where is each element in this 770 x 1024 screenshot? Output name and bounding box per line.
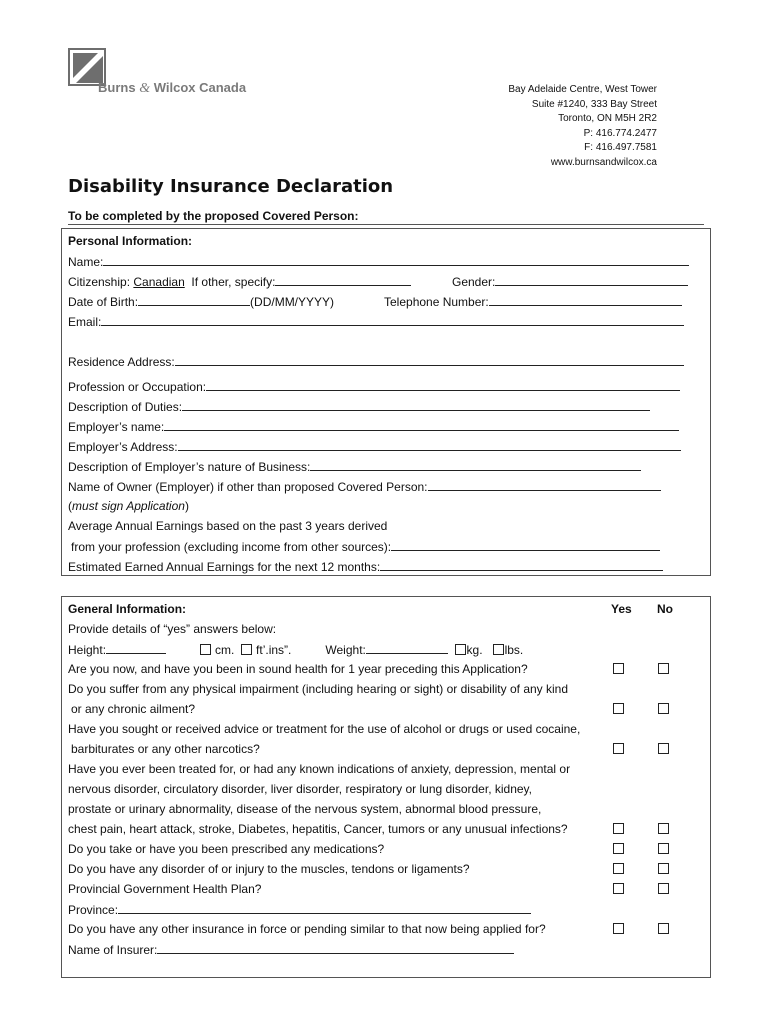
estimated-field[interactable] xyxy=(380,559,663,571)
estimated-label: Estimated Earned Annual Earnings for the next 12 months: xyxy=(68,560,381,574)
general-info-heading: General Information: xyxy=(68,602,187,616)
paren-close: ) xyxy=(184,499,189,513)
if-other-label: If other, specify: xyxy=(191,275,276,289)
residence-row xyxy=(68,354,684,369)
estimated-row xyxy=(68,559,663,574)
provide-details-text: Provide details of “yes” answers below: xyxy=(68,622,277,636)
yes-column-header: Yes xyxy=(611,602,632,616)
email-label: Email: xyxy=(68,315,102,329)
page-subtitle: To be completed by the proposed Covered Person: xyxy=(68,209,359,223)
profession-row xyxy=(68,379,680,394)
alcohol-no-checkbox[interactable] xyxy=(658,743,669,754)
owner-field[interactable] xyxy=(428,479,661,491)
cm-checkbox[interactable] xyxy=(200,644,211,655)
height-label: Height: xyxy=(68,643,107,657)
employer-business-row xyxy=(68,459,641,474)
employer-name-row xyxy=(68,419,679,434)
employer-name-field[interactable] xyxy=(164,419,679,431)
dob-format-label: (DD/MM/YYYY) xyxy=(250,295,335,309)
kg-checkbox[interactable] xyxy=(455,644,466,655)
website-link[interactable]: www.burnsandwilcox.ca xyxy=(550,156,657,168)
citizenship-label: Citizenship: xyxy=(68,275,131,289)
employer-business-label: Description of Employer’s nature of Business: xyxy=(68,460,311,474)
ftins-label: ft’.ins”. xyxy=(256,643,292,657)
duties-row xyxy=(68,399,650,414)
impairment-no-checkbox[interactable] xyxy=(658,703,669,714)
dob-field[interactable] xyxy=(138,294,250,306)
fax-line: F: 416.497.7581 xyxy=(584,142,657,153)
dob-row xyxy=(68,294,334,309)
employer-address-label: Employer’s Address: xyxy=(68,440,178,454)
employer-address-row xyxy=(68,439,681,454)
question-conditions-1: Have you ever been treated for, or had any known indications of anxiety, depression, mental or xyxy=(68,762,571,776)
insurer-label: Name of Insurer: xyxy=(68,943,158,957)
address-line: Suite #1240, 333 Bay Street xyxy=(531,98,657,110)
question-sound-health: Are you now, and have you been in sound health for 1 year preceding this Application? xyxy=(68,662,528,676)
duties-label: Description of Duties: xyxy=(68,400,183,414)
employer-business-field[interactable] xyxy=(310,459,641,471)
conditions-yes-checkbox[interactable] xyxy=(613,823,624,834)
residence-label: Residence Address: xyxy=(68,355,175,369)
weight-label: Weight: xyxy=(325,643,366,657)
gender-row xyxy=(452,274,688,289)
email-field[interactable] xyxy=(101,314,684,326)
profession-label: Profession or Occupation: xyxy=(68,380,207,394)
telephone-label: Telephone Number: xyxy=(384,295,489,309)
cm-label: cm. xyxy=(215,643,235,657)
gender-label: Gender: xyxy=(452,275,496,289)
name-label: Name: xyxy=(68,255,104,269)
address-line: Bay Adelaide Centre, West Tower xyxy=(508,84,657,95)
kg-label: kg. xyxy=(466,643,483,657)
impairment-yes-checkbox[interactable] xyxy=(613,703,624,714)
question-conditions-4: chest pain, heart attack, stroke, Diabetes, hepatitis, Cancer, tumors or any unusual infections? xyxy=(68,822,568,836)
earnings-label-1: Average Annual Earnings based on the past 3 years derived xyxy=(68,519,388,533)
height-field[interactable] xyxy=(106,642,166,654)
weight-field[interactable] xyxy=(366,642,448,654)
earnings-label-2: from your profession (excluding income from other sources): xyxy=(71,540,392,554)
employer-name-label: Employer’s name: xyxy=(68,420,165,434)
employer-address-field[interactable] xyxy=(178,439,681,451)
logo-ampersand: & xyxy=(139,81,151,96)
paren-open: ( xyxy=(68,499,72,513)
question-muscles: Do you have any disorder of or injury to the muscles, tendons or ligaments? xyxy=(68,862,470,876)
email-row xyxy=(68,314,684,329)
other-insurance-no-checkbox[interactable] xyxy=(658,923,669,934)
subtitle-rule xyxy=(68,224,704,225)
question-impairment-1: Do you suffer from any physical impairment (including hearing or sight) or disability of any kind xyxy=(68,682,569,696)
ftins-checkbox[interactable] xyxy=(241,644,252,655)
dob-label: Date of Birth: xyxy=(68,295,139,309)
province-row xyxy=(68,902,531,917)
province-field[interactable] xyxy=(118,902,531,914)
company-logo-text xyxy=(98,80,246,97)
sound-health-no-checkbox[interactable] xyxy=(658,663,669,674)
height-weight-row xyxy=(68,642,523,657)
insurer-row xyxy=(68,942,514,957)
earnings-row xyxy=(71,539,660,554)
phone-line: P: 416.774.2477 xyxy=(583,127,657,139)
owner-label: Name of Owner (Employer) if other than proposed Covered Person: xyxy=(68,480,428,494)
no-column-header: No xyxy=(657,602,673,616)
name-row xyxy=(68,254,689,269)
sound-health-yes-checkbox[interactable] xyxy=(613,663,624,674)
citizenship-row xyxy=(68,274,411,289)
health-plan-yes-checkbox[interactable] xyxy=(613,883,624,894)
question-conditions-2: nervous disorder, circulatory disorder, liver disorder, respiratory or lung disorder, kidney, xyxy=(68,782,532,796)
logo-word-wilcox: Wilcox Canada xyxy=(153,80,247,95)
page-title: Disability Insurance Declaration xyxy=(68,176,394,197)
question-alcohol-2: barbiturates or any other narcotics? xyxy=(71,742,260,756)
question-impairment-2: or any chronic ailment? xyxy=(71,702,196,716)
question-conditions-3: prostate or urinary abnormality, disease of the nervous system, abnormal blood pressure, xyxy=(68,802,542,816)
other-insurance-yes-checkbox[interactable] xyxy=(613,923,624,934)
earnings-field[interactable] xyxy=(391,539,660,551)
insurer-field[interactable] xyxy=(157,942,514,954)
conditions-no-checkbox[interactable] xyxy=(658,823,669,834)
must-sign-row xyxy=(68,499,189,513)
province-label: Province: xyxy=(68,903,119,917)
telephone-row xyxy=(384,294,682,309)
lbs-label: lbs. xyxy=(504,643,524,657)
duties-field[interactable] xyxy=(182,399,650,411)
owner-row xyxy=(68,479,661,494)
question-medications: Do you take or have you been prescribed any medications? xyxy=(68,842,385,856)
question-other-insurance: Do you have any other insurance in force or pending similar to that now being applied for? xyxy=(68,922,546,936)
health-plan-no-checkbox[interactable] xyxy=(658,883,669,894)
muscles-no-checkbox[interactable] xyxy=(658,863,669,874)
logo-word-burns: Burns xyxy=(98,80,136,95)
question-health-plan: Provincial Government Health Plan? xyxy=(68,882,262,896)
residence-field[interactable] xyxy=(175,354,684,366)
company-address xyxy=(508,83,657,170)
telephone-field[interactable] xyxy=(489,294,682,306)
address-line: Toronto, ON M5H 2R2 xyxy=(558,113,657,124)
earnings-label-row xyxy=(68,519,387,533)
medications-yes-checkbox[interactable] xyxy=(613,843,624,854)
must-sign-note: must sign Application xyxy=(72,499,185,513)
lbs-checkbox[interactable] xyxy=(493,644,504,655)
citizenship-value: Canadian xyxy=(133,275,185,289)
personal-info-heading: Personal Information: xyxy=(68,234,193,248)
name-field[interactable] xyxy=(103,254,689,266)
medications-no-checkbox[interactable] xyxy=(658,843,669,854)
alcohol-yes-checkbox[interactable] xyxy=(613,743,624,754)
question-alcohol-1: Have you sought or received advice or treatment for the use of alcohol or drugs or used cocaine, xyxy=(68,722,581,736)
profession-field[interactable] xyxy=(206,379,680,391)
gender-field[interactable] xyxy=(495,274,688,286)
citizenship-other-field[interactable] xyxy=(275,274,411,286)
muscles-yes-checkbox[interactable] xyxy=(613,863,624,874)
